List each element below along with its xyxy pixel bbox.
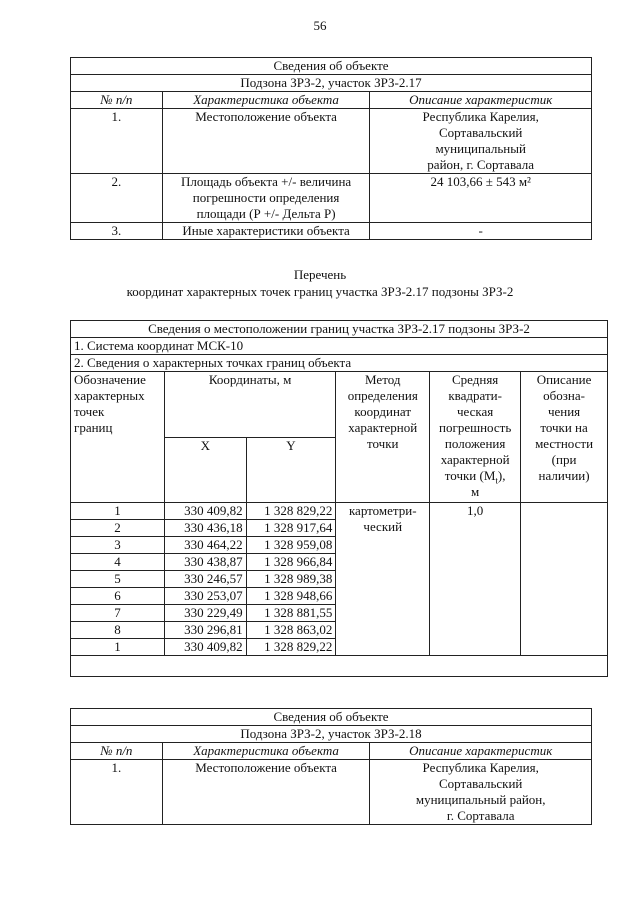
table-title: Сведения об объекте [71, 709, 592, 726]
table-title: Сведения о местоположении границ участка ЗРЗ-2.17 подзоны ЗРЗ-2 [71, 321, 608, 338]
table-subtitle: Подзона ЗРЗ-2, участок ЗРЗ-2.17 [71, 75, 592, 92]
header-method: Метод определения координат характерной точки [336, 372, 430, 503]
table-row: 2 330 436,18 1 328 917,64 [71, 520, 608, 537]
table-row: 1. Местоположение объекта Республика Карелия, Сортавальский муниципальный район, г. Сортавала [71, 760, 592, 825]
table-row: 1 330 409,82 1 328 829,22 [71, 639, 608, 656]
point-description-value [521, 503, 608, 656]
table-row: 1 330 409,82 1 328 829,22 картометри- ческий 1,0 [71, 503, 608, 520]
table-row: 3. Иные характеристики объекта - [71, 223, 592, 240]
coordinates-table [70, 320, 608, 677]
table-footer-row [71, 656, 608, 677]
table-subtitle: Подзона ЗРЗ-2, участок ЗРЗ-2.18 [71, 726, 592, 743]
table-row: 5 330 246,57 1 328 989,38 [71, 571, 608, 588]
coordinate-system: 1. Система координат МСК-10 [71, 338, 608, 355]
table-row: 7 330 229,49 1 328 881,55 [71, 605, 608, 622]
table-title: Сведения об объекте [71, 58, 592, 75]
error-value: 1,0 [430, 503, 521, 656]
header-num: № п/п [71, 743, 163, 760]
points-section-title: 2. Сведения о характерных точках границ объекта [71, 355, 608, 372]
header-designation: Обозначение характерных точек границ [71, 372, 165, 503]
table-row: 6 330 253,07 1 328 948,66 [71, 588, 608, 605]
object-info-table-2-17 [70, 57, 592, 240]
header-point-description: Описание обозна- чения точки на местности (при наличии) [521, 372, 608, 503]
coordinates-list-title: Перечень координат характерных точек границ участка ЗРЗ-2.17 подзоны ЗРЗ-2 [126, 267, 514, 299]
table-row: 8 330 296,81 1 328 863,02 [71, 622, 608, 639]
object-info-table-2-18 [70, 708, 592, 825]
method-value: картометри- ческий [336, 503, 430, 656]
table-row: 2. Площадь объекта +/- величина погрешности определения площади (Р +/- Дельта Р) 24 103,66 ± 543 м² [71, 174, 592, 223]
header-error: Средняя квадрати- ческая погрешность положения характерной точки $(М_t)$, м [430, 372, 521, 503]
page-number: 56 [313, 18, 327, 33]
header-characteristic: Характеристика объекта [162, 92, 370, 109]
header-x: X [164, 437, 246, 503]
table-row: 3 330 464,22 1 328 959,08 [71, 537, 608, 554]
header-coordinates: Координаты, м [164, 372, 335, 438]
header-num: № п/п [71, 92, 163, 109]
header-characteristic: Характеристика объекта [162, 743, 370, 760]
header-description: Описание характеристик [370, 92, 592, 109]
header-description: Описание характеристик [370, 743, 592, 760]
table-row: 1. Местоположение объекта Республика Карелия, Сортавальский муниципальный район, г. Сортавала [71, 109, 592, 174]
header-y: Y [246, 437, 336, 503]
table-row: 4 330 438,87 1 328 966,84 [71, 554, 608, 571]
